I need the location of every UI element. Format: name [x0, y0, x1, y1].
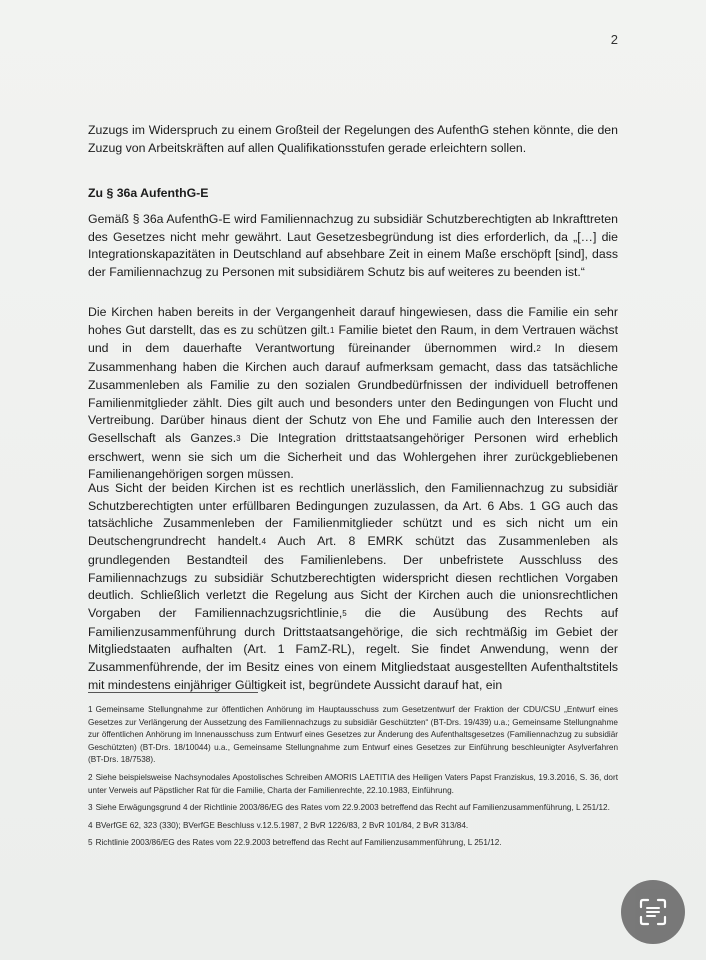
footnote [88, 704, 618, 767]
paragraph-3-text: die die Ausübung des Rechts auf Familienzusammenführung durch Drittstaatsangehörige, die sich rechtmäßig im Gebiet der Mitgliedstaaten aufhalten (Art. 1 FamZ-RL), regelt. Sie findet Anwendung, wenn der Zusammenführende, der im Besitz eines von einem Mitgliedstaat ausgestellten Aufenthaltstitels mit mindestens einjähriger Gültigkeit ist, begründete Aussicht darauf hat, ein [88, 605, 618, 692]
footnote-ref-2: 2 [536, 344, 541, 354]
footnote [88, 820, 618, 833]
paragraph-2-text: Die Integration drittstaatsangehöriger Personen wird erheblich erschwert, wenn sie sich um die Sicherheit und das Wohlergehen ihrer zurückgebliebenen Familienangehörigen sorgen müssen. [88, 430, 618, 482]
footnote [88, 837, 618, 850]
footnote-text: Richtlinie 2003/86/EG des Rates vom 22.9.2003 betreffend das Recht auf Familienzusammenführung, L 251/12. [95, 838, 502, 848]
footnote-ref-5: 5 [342, 608, 347, 618]
paragraph-3 [88, 480, 618, 694]
footnote-number: 1 [88, 705, 93, 714]
footnote-text: BVerfGE 62, 323 (330); BVerfGE Beschluss v.12.5.1987, 2 BvR 1226/83, 2 BvR 101/84, 2 BvR 313/84. [95, 820, 469, 830]
footnote-ref-3: 3 [236, 433, 241, 443]
scan-text-button[interactable] [621, 880, 685, 944]
footnote-number: 5 [88, 838, 93, 848]
paragraph-2 [88, 304, 618, 484]
footnote-ref-4: 4 [261, 537, 267, 547]
footnote-number: 2 [88, 772, 93, 782]
page-number: 2 [610, 32, 618, 47]
scan-text-icon [638, 897, 668, 927]
footnote [88, 772, 618, 797]
paragraph-2-text: Familie bietet den Raum, in dem Vertrauen wächst und in dem dauerhafte Verantwortung füreinander übernommen wird. [88, 322, 618, 356]
footnote-number: 3 [88, 803, 93, 813]
footnote-ref-1: 1 [329, 325, 335, 335]
paragraph-3-text: Aus Sicht der beiden Kirchen ist es rechtlich unerlässlich, den Familiennachzug zu subsidiär Schutzberechtigten unter erfüllbaren Bedingungen zuzulassen, da Art. 6 Abs. 1 GG auch das tatsächliche Zusammenleben der Familienmitglieder schützt und es sich nicht um ein Deutschengrundrecht handelt. [88, 481, 618, 549]
footnote [88, 802, 618, 815]
footnote-divider [88, 692, 258, 693]
footnote-number: 4 [88, 820, 93, 830]
footnote-text: Gemeinsame Stellungnahme zur öffentlichen Anhörung im Hauptausschuss zum Gesetzentwurf der Fraktion der CDU/CSU „Entwurf eines Gesetzes zur Verlängerung der Aussetzung des Familiennachzugs zu subsidiär Geschützten“ (BT-Drs. 19/439) u.a.; Gemeinsame Stellungnahme zur öffentlichen Anhörung im Innenausschuss zum Entwurf eines Gesetzes zur Änderung des Aufenthaltsgesetzes (Familiennachzug zu subsidiär Geschützten) (BT-Drs. 18/10044) u.a., Gemeinsame Stellungnahme zum Entwurf eines Gesetzes zur Einführung beschleunigter Asylverfahren (BT-Drs. 18/7538). [88, 705, 618, 765]
paragraph-2-text: In diesem Zusammenhang haben die Kirchen auch darauf aufmerksam gemacht, dass das tatsächliche Zusammenleben als Familie zu den sozialen Grundbedürfnissen der individuell betroffenen Familienmitglieder zählt. Dies gilt auch und besonders unter den Bedingungen von Flucht und Vertreibung. Darüber hinaus dient der Schutz von Ehe und Familie auch den Interessen der Gesellschaft als Ganzes. [88, 341, 619, 445]
paragraph-2-text: Die Kirchen haben bereits in der Vergangenheit darauf hingewiesen, dass die Familie ein sehr hohes Gut darstellt, das es zu schützen gilt. [88, 305, 618, 337]
paragraph-1: Gemäß § 36a AufenthG-E wird Familiennachzug zu subsidiär Schutzberechtigten ab Inkrafttreten des Gesetzes nicht mehr gewährt. Laut Gesetzesbegründung ist dies erforderlich, da „[…] die Integrationskapazitäten in Deutschland auf absehbare Zeit in einem Maße erschöpft [sind], dass der Familiennachzug zu Personen mit subsidiärem Schutz bis auf weiteres zu beenden ist.“ [88, 212, 618, 280]
footnote-text: Siehe Erwägungsgrund 4 der Richtlinie 2003/86/EG des Rates vom 22.9.2003 betreffend das Recht auf Familienzusammenführung, L 251/12. [95, 803, 610, 813]
paragraph-3-text: Auch Art. 8 EMRK schützt das Zusammenleben als grundlegenden Bestandteil des Familienlebens. Der unbefristete Ausschluss des Familiennachzugs zu subsidiär Schutzberechtigten widerspricht diesen rechtlichen Vorgaben deutlich. Schließlich verletzt die Regelung aus Sicht der Kirchen auch die unionsrechtlichen Vorgaben der Familiennachzugsrichtlinie, [88, 534, 618, 620]
intro-paragraph: Zuzugs im Widerspruch zu einem Großteil der Regelungen des AufenthG stehen könnte, die den Zuzug von Arbeitskräften auf allen Qualifikationsstufen gerade erleichtern sollen. [88, 123, 618, 155]
section-heading: Zu § 36a AufenthG-E [88, 186, 209, 200]
footnote-text: Siehe beispielsweise Nachsynodales Apostolisches Schreiben AMORIS LAETITIA des Heiligen Vaters Papst Franziskus, 19.3.2016, S. 36, dort unter Verweis auf Päpstlicher Rat für die Familie, Charta der Familienrechte, 22.10.1983, Einführung. [88, 772, 618, 795]
footnotes [88, 704, 618, 855]
